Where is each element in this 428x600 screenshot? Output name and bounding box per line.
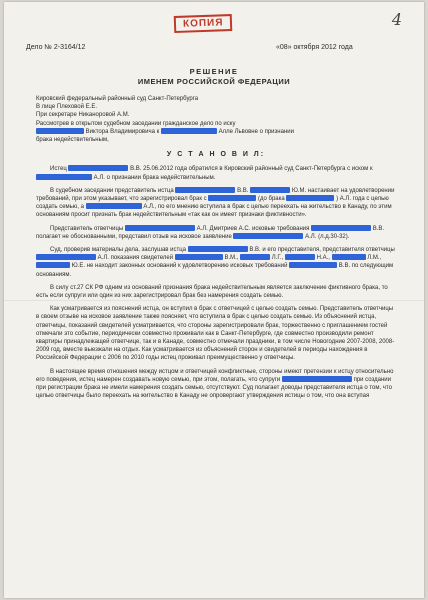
text-span: А.Л. о признании брака недействительным.	[93, 174, 216, 181]
document-title: РЕШЕНИЕ	[189, 67, 239, 76]
text-span: Ю.М. настаивает на удовлетворении требований, при этом указывает, что	[36, 187, 395, 203]
plaintiff-text: Виктора Владимировича к	[85, 128, 160, 135]
paper-fold	[4, 300, 424, 301]
redacted-name	[175, 187, 235, 193]
text-span: В судебном заседании представитель истца	[50, 187, 174, 194]
paragraph-2	[36, 187, 396, 220]
paragraph-5: В силу ст.27 СК РФ одним из оснований признания брака недействительным является заключение фиктивного брака, то есть если супруги или один из них зарегистрировал брак без намерения создать семью.	[36, 284, 388, 300]
document-subtitle: ИМЕНЕМ РОССИЙСКОЙ ФЕДЕРАЦИИ	[137, 77, 291, 86]
text-span: Истец	[50, 166, 67, 173]
text-span: зарегистрировал брак с	[140, 196, 207, 203]
redacted-name	[161, 128, 217, 134]
text-span: В.В. 25.06.2012 года обратился в Кировский районный суд Санкт-Петербурга с иском к	[130, 166, 373, 173]
redacted-name	[36, 262, 70, 268]
redacted-name	[125, 225, 195, 231]
judge-line: В лице Плеховой Е.Е.	[36, 104, 97, 111]
text-span: Представитель ответчицы	[50, 225, 124, 232]
text-span: при создании при регистрации брака не имели намерения создать семью, отсутствуют. Суд полагает доводы представителя истца о том, что целью ответчицы было переехать на жительство в Канаду не опровергают утверждения истицы о том, что она вступая	[36, 376, 392, 400]
copy-stamp: КОПИЯ	[174, 14, 233, 33]
text-span: (до брака	[258, 196, 285, 203]
redacted-name	[188, 246, 248, 252]
section-title: У С Т А Н О В И Л:	[166, 151, 266, 159]
case-intro-text: Рассмотрев в открытом судебном заседании гражданское дело по иску	[36, 120, 236, 127]
text-span: В.В. и его представителя, представителя ответчицы	[249, 247, 395, 254]
redacted-name	[240, 254, 270, 260]
handwritten-page-mark: 4	[391, 10, 402, 29]
redacted-name	[233, 233, 303, 239]
redacted-name	[282, 376, 352, 382]
text-span: А.Л. (л.д.30-32).	[305, 233, 350, 240]
text-span: Ю.Е. не находит законных оснований к удовлетворению исковых требований	[71, 263, 288, 270]
redacted-name	[332, 254, 366, 260]
redacted-name	[311, 225, 371, 231]
text-span: В настоящее время отношения между истцом и ответчицей конфликтные, стороны имеют претензии к истцу относительно его поведения, истец намерен создавать новую семью, при этом, полагать, что супруги	[36, 368, 394, 383]
text-span: В.В. полагает не обоснованными, представил отзыв на исковое заявление	[36, 225, 385, 240]
redacted-name	[36, 174, 92, 180]
text-span: Л.М.,	[367, 255, 382, 262]
redacted-name	[175, 254, 223, 260]
redacted-name	[36, 254, 96, 260]
document-page	[4, 2, 424, 598]
text-span: В.В. по следующим основаниям.	[36, 263, 394, 278]
redacted-name	[250, 187, 290, 193]
text-span: А.Л., по его мнению вступила в брак с целью переехать на жительство в Канаду, по этим основаниям просит признать брак недействительным «так как он имеет признаки фиктивности».	[36, 204, 392, 219]
court-name: Кировский федеральный районный суд Санкт-Петербурга	[36, 96, 199, 102]
redacted-name	[286, 195, 334, 201]
text-span: А.Л. Дмитриев А.С. исковые требования	[196, 225, 310, 232]
redacted-name	[36, 128, 84, 134]
paragraph-4	[36, 246, 396, 279]
case-intro	[36, 120, 396, 145]
paragraph-3	[36, 225, 396, 241]
paragraph-7	[36, 368, 396, 401]
text-span: В.М.,	[224, 255, 239, 262]
text-span: А.Л. показания свидетелей	[97, 255, 174, 262]
redacted-name	[68, 165, 128, 171]
document-body	[36, 95, 396, 401]
claim-text: брака недействительным,	[36, 137, 109, 144]
paragraph-1	[36, 165, 396, 181]
text-span: В.В.	[237, 187, 249, 194]
defendant-text: Алле Львовне о признании	[218, 128, 294, 135]
text-span: Суд, проверив материалы дела, заслушав истца	[50, 247, 187, 254]
secretary-line: При секретаре Никаноровой А.М.	[36, 112, 130, 119]
text-span: Л.Г.,	[271, 255, 284, 262]
redacted-name	[86, 203, 142, 209]
text-span: Н.А.,	[316, 255, 330, 262]
redacted-name	[289, 262, 337, 268]
case-number: Дело № 2-3164/12	[26, 44, 86, 51]
decision-date: «08» октября 2012 года	[276, 44, 353, 51]
paragraph-6: Как усматривается из пояснений истца, он вступил в брак с ответчицей с целью создать семью. Представитель ответчицы в своем отзыве на исковое заявление также поясняет, что вступила в брак с целью создать семью. Из объяснений истца, ответчицы, показаний свидетелей усматривается, что стороны зарегистрировали брак, торжественно с приглашением гостей отмечали это событие, периодически совместно проживали как в Санкт-Петербурге, где совместно производили ремонт квартиры принадлежащей ответчице, так и в Канаде, совместно отмечали праздники, в том числе Новогодние 2007-2008, 2008-2009 год, вместе выезжали на отдых. Как усматривается из объяснений сторон и свидетелей в периоды нахождения в Российской Федерации с 2006 по 2010 годы истец проживал преимущественно у ответчицы.	[36, 306, 395, 362]
redacted-name	[285, 254, 315, 260]
text-span: ) А.Л. года с целью создать семью, а	[36, 196, 389, 211]
redacted-name	[208, 195, 256, 201]
